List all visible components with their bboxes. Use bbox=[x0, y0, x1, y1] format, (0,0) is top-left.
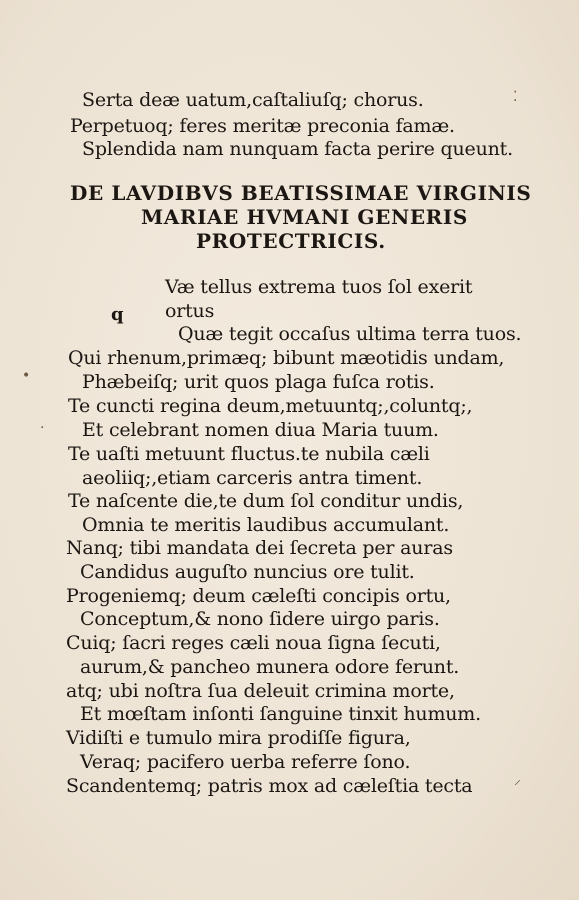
poem-line: atq; ubi noſtra ſua deleuit crimina morte, bbox=[66, 680, 455, 702]
ink-speck: ⁚ bbox=[513, 89, 518, 105]
poem-line: Progeniemq; deum cæleſti concipis ortu, bbox=[66, 585, 451, 607]
poem-line: Candidus auguſto nuncius ore tulit. bbox=[80, 561, 415, 583]
poem-line: Et mœſtam inſonti ſanguine tinxit humum. bbox=[80, 703, 481, 725]
poem-line: Omnia te meritis laudibus accumulant. bbox=[82, 514, 450, 536]
poem-line: Et celebrant nomen diua Maria tuum. bbox=[82, 419, 439, 441]
prefatory-line: Serta deæ uatum,caſtaliuſq; chorus. bbox=[82, 89, 424, 111]
poem-line: Væ tellus extrema tuos ſol exerit bbox=[165, 276, 473, 298]
poem-line: ortus bbox=[165, 300, 215, 322]
poem-line: aeoliiq;,etiam carceris antra timent. bbox=[82, 467, 423, 489]
poem-line: Veraq; pacifero uerba referre ſono. bbox=[80, 751, 411, 773]
poem-line: Te naſcente die,te dum ſol conditur undis, bbox=[68, 490, 464, 512]
poem-line: Conceptum,& nono ſidere uirgo paris. bbox=[80, 608, 440, 630]
initial-guide-letter: q bbox=[111, 304, 124, 325]
section-heading-line: MARIAE HVMANI GENERIS bbox=[141, 205, 468, 229]
poem-line: Quæ tegit occaſus ultima terra tuos. bbox=[178, 323, 522, 345]
section-heading-line: PROTECTRICIS. bbox=[196, 229, 386, 253]
poem-line: Te uaſti metuunt fluctus.te nubila cæli bbox=[68, 443, 430, 465]
poem-line: Qui rhenum,primæq; bibunt mæotidis undam, bbox=[68, 347, 505, 369]
prefatory-line: Splendida nam nunquam facta perire queunt. bbox=[82, 138, 513, 160]
poem-line: Te cuncti regina deum,metuuntq;,coluntq;, bbox=[68, 395, 473, 417]
poem-line: aurum,& pancheo munera odore ferunt. bbox=[80, 656, 460, 678]
ink-speck: ⸍ bbox=[514, 778, 521, 794]
prefatory-line: Perpetuoq; feres meritæ preconia famæ. bbox=[70, 115, 455, 137]
foxing-spot: • bbox=[22, 368, 31, 384]
section-heading-line: DE LAVDIBVS BEATISSIMAE VIRGINIS bbox=[70, 181, 532, 205]
ink-speck: · bbox=[40, 420, 45, 436]
poem-line: Cuiq; ſacri reges cæli noua ſigna ſecuti, bbox=[66, 632, 441, 654]
poem-line: Phæbeiſq; urit quos plaga fuſca rotis. bbox=[82, 371, 435, 393]
poem-line: Scandentemq; patris mox ad cæleſtia tecta bbox=[66, 775, 473, 797]
poem-line: Nanq; tibi mandata dei ſecreta per auras bbox=[66, 537, 453, 559]
poem-line: Vidiſti e tumulo mira prodiſſe figura, bbox=[66, 727, 411, 749]
